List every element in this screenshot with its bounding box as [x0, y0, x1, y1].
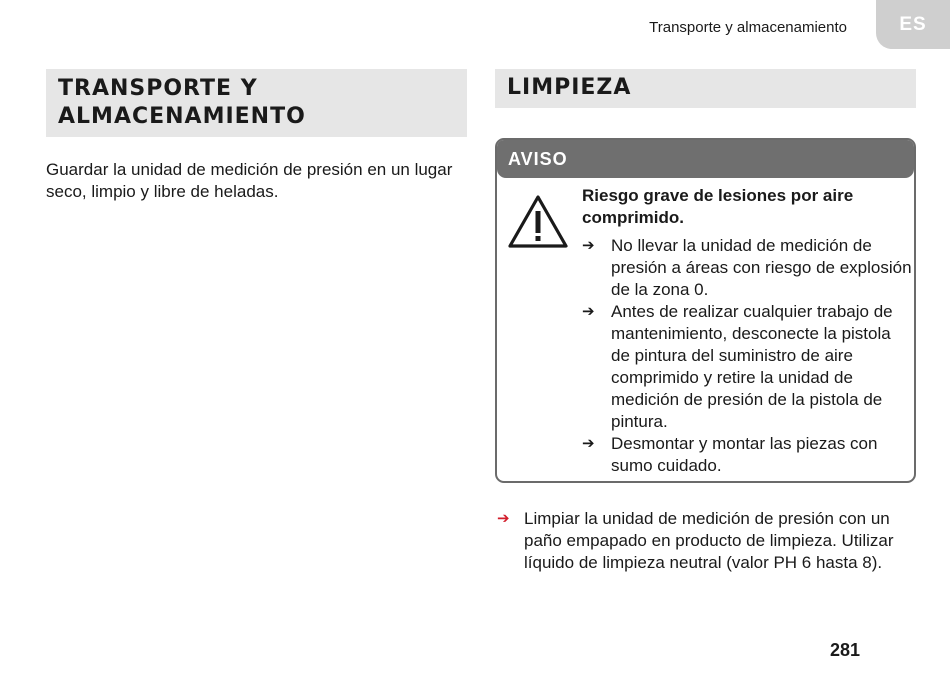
section-title-transport: TRANSPORTE Y ALMACENAMIENTO [46, 69, 467, 137]
storage-paragraph: Guardar la unidad de medición de presión en un lugar seco, limpio y libre de heladas. [46, 160, 453, 201]
running-header: Transporte y almacenamiento [649, 19, 847, 36]
warning-bullet [582, 235, 912, 301]
warning-bullet [582, 301, 912, 433]
warning-bullet-text: Desmontar y montar las piezas con sumo cuidado. [611, 434, 878, 475]
page-number: 281 [829, 640, 860, 660]
cleaning-step [497, 508, 907, 574]
warning-bullet [582, 433, 912, 477]
arrow-right-icon: ➔ [582, 237, 595, 254]
arrow-right-icon: ➔ [582, 303, 595, 320]
arrow-right-icon: ➔ [582, 435, 595, 452]
warning-triangle-icon [507, 194, 569, 250]
language-tab: ES [876, 0, 950, 49]
warning-heading: Riesgo grave de lesiones por aire comprimido. [582, 186, 854, 227]
warning-bullet-text: No llevar la unidad de medición de presión a áreas con riesgo de explosión de la zona 0. [611, 236, 912, 299]
warning-bullet-text: Antes de realizar cualquier trabajo de mantenimiento, desconecte la pistola de pintura del suministro de aire comprimido y retire la unidad de medición de presión de la pistola de pintura. [611, 302, 893, 431]
warning-content [582, 185, 912, 477]
section-title-cleaning: LIMPIEZA [495, 69, 916, 108]
red-arrow-right-icon: ➔ [497, 510, 510, 527]
warning-label: AVISO [497, 140, 914, 178]
cleaning-step-text: Limpiar la unidad de medición de presión con un paño empapado en producto de limpieza. Utilizar líquido de limpieza neutral (valor PH 6 hasta 8). [524, 509, 894, 572]
warning-box [495, 138, 916, 483]
